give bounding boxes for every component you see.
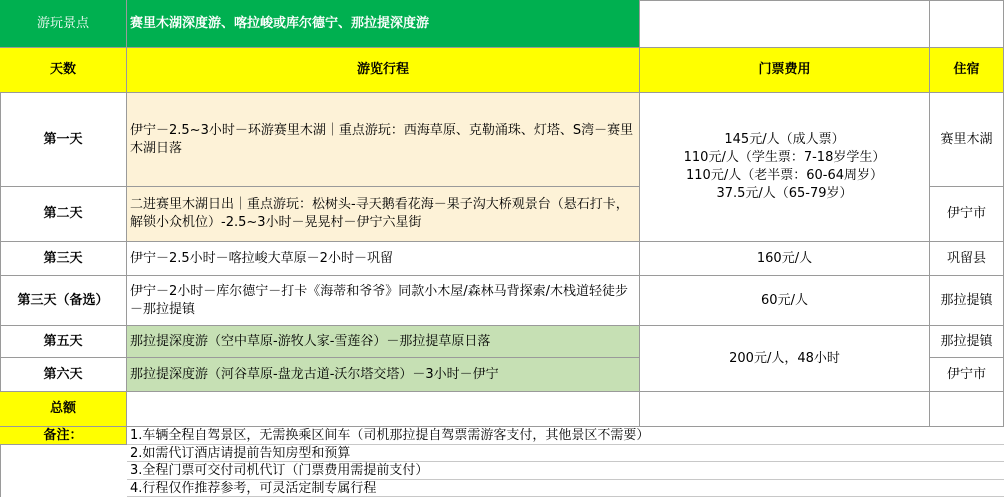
ticket-cell: 160元/人 — [640, 242, 930, 276]
lodging-cell: 赛里木湖 — [930, 93, 1004, 187]
ticket-line: 110元/人（老半票：60-64周岁） — [686, 168, 883, 183]
col-header-itinerary: 游览行程 — [127, 48, 640, 93]
itinerary-cell: 伊宁－2.5~3小时－环游赛里木湖｜重点游玩：西海草原、克勒涌珠、灯塔、S湾－赛里木湖日落 — [127, 93, 640, 187]
empty-cell — [930, 392, 1004, 427]
day-cell: 第三天（备选） — [0, 276, 127, 326]
lodging-cell: 那拉提镇 — [930, 276, 1004, 326]
day-cell: 第六天 — [0, 358, 127, 392]
day-cell: 第二天 — [0, 187, 127, 242]
empty-cell — [930, 0, 1004, 48]
notes-list — [127, 427, 1004, 497]
notes-label-cell: 备注： — [0, 427, 127, 445]
itinerary-cell: 那拉提深度游（空中草原-游牧人家-雪莲谷）－那拉提草原日落 — [127, 326, 640, 358]
ticket-line: 110元/人（学生票：7-18岁学生） — [683, 150, 886, 165]
ticket-line: 145元/人（成人票） — [724, 132, 845, 147]
ticket-cell-merged: 200元/人，48小时 — [640, 326, 930, 392]
note-item: 3.全程门票可交付司机代订（门票费用需提前支付） — [127, 462, 1004, 480]
spot-value-cell: 赛里木湖深度游、喀拉峻或库尔德宁、那拉提深度游 — [127, 0, 640, 48]
empty-cell — [640, 392, 930, 427]
day-cell: 第五天 — [0, 326, 127, 358]
empty-cell — [640, 0, 930, 48]
note-item: 1.车辆全程自驾景区，无需换乘区间车（司机那拉提自驾票需游客支付，其他景区不需要） — [127, 427, 1004, 445]
empty-cell — [127, 392, 640, 427]
lodging-cell: 那拉提镇 — [930, 326, 1004, 358]
lodging-cell: 伊宁市 — [930, 358, 1004, 392]
col-header-day: 天数 — [0, 48, 127, 93]
ticket-cell-merged — [640, 93, 930, 242]
lodging-cell: 巩留县 — [930, 242, 1004, 276]
note-item: 2.如需代订酒店请提前告知房型和预算 — [127, 445, 1004, 463]
itinerary-cell: 二进赛里木湖日出｜重点游玩：松树头-寻天鹅看花海－果子沟大桥观景台（悬石打卡，解锁小众机位）-2.5~3小时－晃晃村－伊宁六星街 — [127, 187, 640, 242]
col-header-ticket: 门票费用 — [640, 48, 930, 93]
spot-label-cell: 游玩景点 — [0, 0, 127, 48]
lodging-cell: 伊宁市 — [930, 187, 1004, 242]
day-cell: 第一天 — [0, 93, 127, 187]
ticket-cell: 60元/人 — [640, 276, 930, 326]
itinerary-cell: 伊宁－2.5小时－喀拉峻大草原－2小时－巩留 — [127, 242, 640, 276]
day-cell: 第三天 — [0, 242, 127, 276]
note-item: 4.行程仅作推荐参考，可灵活定制专属行程 — [127, 480, 1004, 497]
total-label-cell: 总额 — [0, 392, 127, 427]
itinerary-cell: 那拉提深度游（河谷草原-盘龙古道-沃尔塔交塔）－3小时－伊宁 — [127, 358, 640, 392]
col-header-lodging: 住宿 — [930, 48, 1004, 93]
ticket-line: 37.5元/人（65-79岁） — [716, 186, 853, 201]
itinerary-cell: 伊宁－2小时－库尔德宁－打卡《海蒂和爷爷》同款小木屋/森林马背探索/木栈道轻徒步－那拉提镇 — [127, 276, 640, 326]
